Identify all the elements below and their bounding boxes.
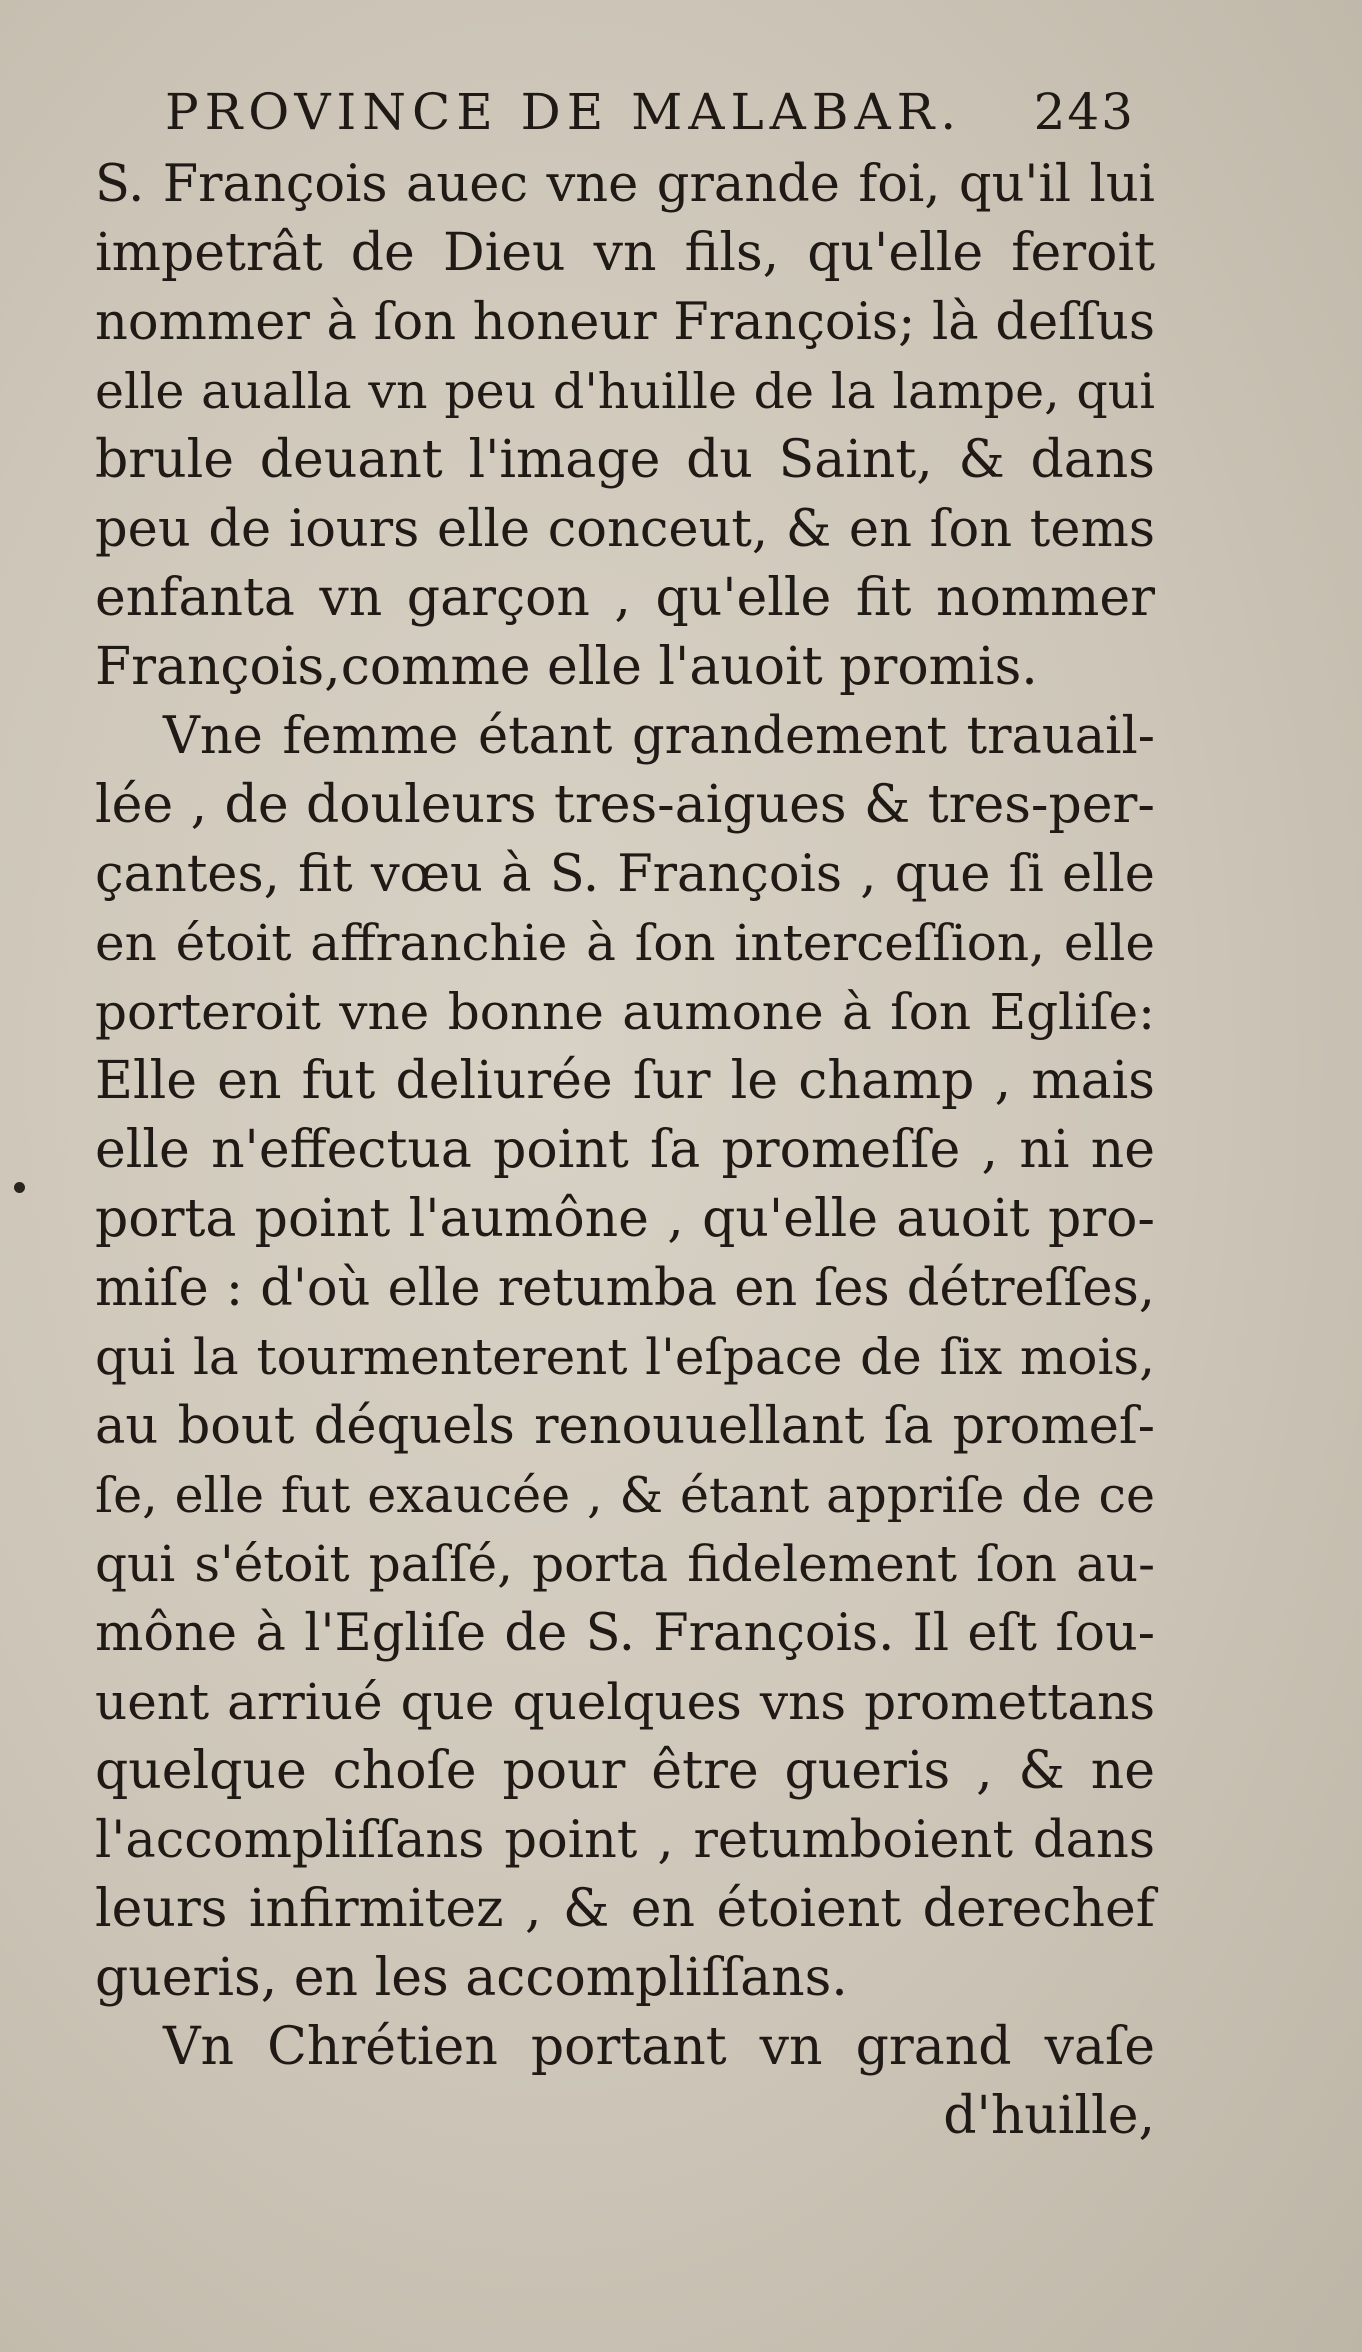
text-line: porta point l'aumône , qu'elle auoit pro-: [95, 1189, 1155, 1249]
margin-ink-dot: [14, 1182, 25, 1193]
running-head-title: PROVINCE DE MALABAR.: [165, 83, 963, 141]
text-line: elle n'effectua point ſa promeſſe , ni ne: [95, 1120, 1155, 1180]
text-line: brule deuant l'image du Saint, & dans: [95, 430, 1155, 490]
page-text-block: [95, 78, 1155, 2151]
text-line: lée , de douleurs tres-aigues & tres-per-: [95, 775, 1155, 835]
text-line: Vne femme étant grandement trauail-: [163, 707, 1155, 766]
paragraph-3: [95, 2013, 1155, 2082]
text-line: en étoit affranchie à ſon interceſſion, elle: [95, 914, 1155, 972]
text-line: Elle en fut deliurée ſur le champ , mais: [95, 1051, 1155, 1111]
text-line: uent arriué que quelques vns promettans: [95, 1673, 1155, 1731]
text-line: peu de iours elle conceut, & en ſon tems: [95, 500, 1155, 559]
text-line: qui la tourmenterent l'eſpace de ſix mois,: [95, 1328, 1155, 1386]
paragraph-1: [95, 150, 1155, 702]
catchword: d'huille,: [943, 2086, 1155, 2146]
running-head: [95, 78, 1155, 150]
text-line: elle aualla vn peu d'huille de la lampe, qui: [95, 363, 1155, 420]
text-line: quelque choſe pour être gueris , & ne: [95, 1741, 1155, 1801]
text-line: François,comme elle l'auoit promis.: [95, 637, 1038, 697]
page-number: 243: [1033, 83, 1135, 141]
text-line: mône à l'Egliſe de S. François. Il eſt ſou-: [95, 1604, 1155, 1663]
text-line: porteroit vne bonne aumone à ſon Egliſe:: [95, 983, 1155, 1041]
text-line: qui s'étoit paſſé, porta fidelement ſon au-: [95, 1535, 1155, 1593]
text-line: l'accompliſſans point , retumboient dans: [95, 1811, 1155, 1870]
text-line: au bout déquels renouuellant ſa promeſ-: [95, 1397, 1155, 1456]
text-line: leurs infirmitez , & en étoient derechef: [95, 1879, 1155, 1939]
text-line: S. François auec vne grande foi, qu'il lui: [95, 155, 1155, 214]
text-line: miſe : d'où elle retumba en ſes détreſſes,: [95, 1259, 1155, 1318]
text-line: enfanta vn garçon , qu'elle fit nommer: [95, 568, 1155, 628]
text-line: ſe, elle fut exaucée , & étant appriſe de ce: [95, 1467, 1155, 1524]
text-line: Vn Chrétien portant vn grand vaſe: [163, 2017, 1155, 2077]
text-line: çantes, fit vœu à S. François , que ſi elle: [95, 845, 1155, 904]
text-line: nommer à ſon honeur François; là deſſus: [95, 293, 1155, 352]
paragraph-2: [95, 702, 1155, 2013]
text-line: impetrât de Dieu vn fils, qu'elle feroit: [95, 223, 1155, 283]
text-line: gueris, en les accompliſſans.: [95, 1948, 848, 2008]
